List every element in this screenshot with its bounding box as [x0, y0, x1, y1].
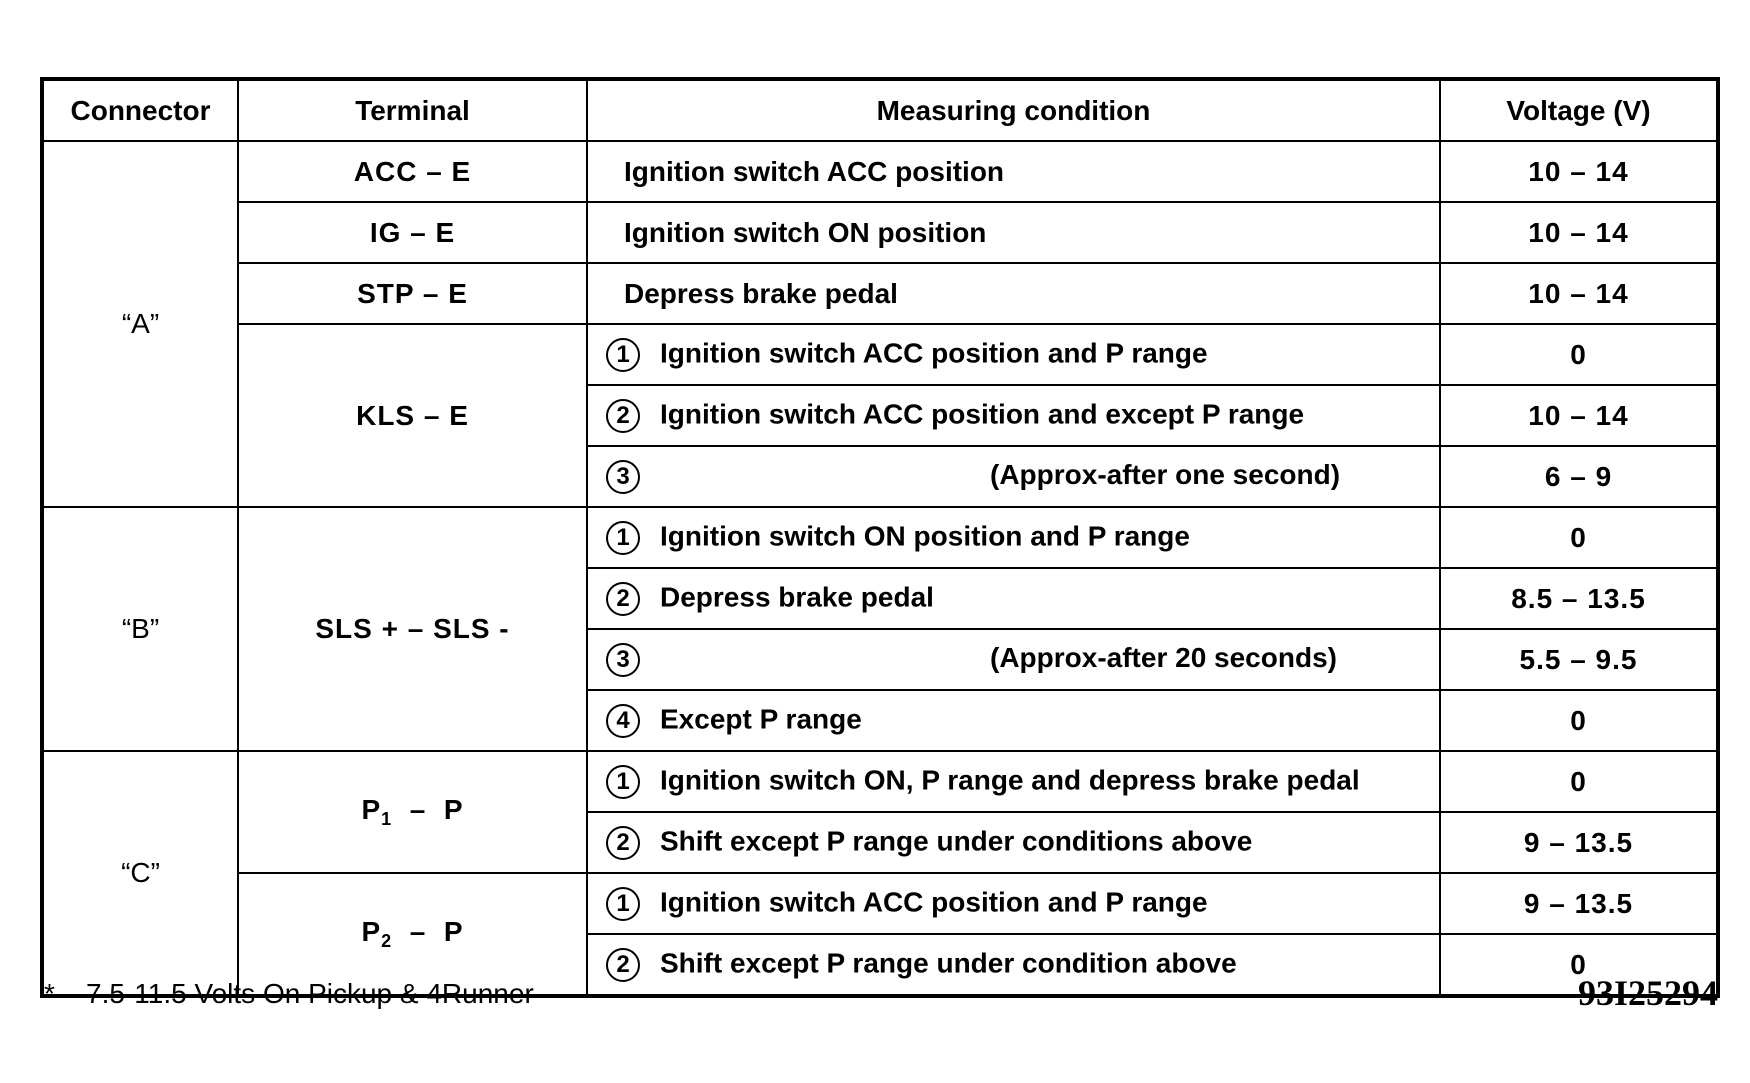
voltage-cell: 0: [1440, 751, 1718, 812]
voltage-cell: 9 – 13.5: [1440, 812, 1718, 873]
voltage-cell: 5.5 – 9.5: [1440, 629, 1718, 690]
header-row: [42, 79, 1718, 141]
terminal-p2-subscript: 2: [381, 931, 393, 951]
connector-b: “B”: [42, 507, 238, 751]
condition-cell: [587, 873, 1440, 934]
voltage-cell: 6 – 9: [1440, 446, 1718, 507]
table-row: [42, 751, 1718, 812]
condition-text: Shift except P range under conditions above: [660, 824, 1253, 856]
connector-c: “C”: [42, 751, 238, 996]
condition-cell: [587, 568, 1440, 629]
header-voltage: Voltage (V): [1440, 79, 1718, 141]
terminal-sls: SLS + – SLS -: [238, 507, 587, 751]
condition-text: (Approx-after one second): [990, 458, 1341, 490]
terminal-p2-main: P: [361, 916, 382, 947]
voltage-cell: 0: [1440, 690, 1718, 751]
table-row: [42, 324, 1718, 385]
terminal-p1: [238, 751, 587, 873]
condition-cell: Ignition switch ON position: [587, 202, 1440, 263]
table-row: [42, 141, 1718, 202]
condition-cell: [587, 507, 1440, 568]
step-number-marker: 2: [606, 582, 640, 616]
header-terminal: Terminal: [238, 79, 587, 141]
terminal-p1-main: P: [361, 794, 382, 825]
step-number-marker: 1: [606, 338, 640, 372]
terminal-p1-subscript: 1: [381, 809, 393, 829]
condition-cell: [587, 934, 1440, 996]
table-row: [42, 873, 1718, 934]
terminal-p2-rest: – P: [392, 916, 464, 947]
voltage-cell: 10 – 14: [1440, 202, 1718, 263]
condition-text: Ignition switch ON, P range and depress brake pedal: [660, 763, 1360, 795]
condition-text: Except P range: [660, 702, 862, 734]
condition-cell: Ignition switch ACC position: [587, 141, 1440, 202]
header-condition: Measuring condition: [587, 79, 1440, 141]
step-number-marker: 4: [606, 704, 640, 738]
voltage-cell: 10 – 14: [1440, 263, 1718, 324]
condition-cell: [587, 690, 1440, 751]
figure-id: 93I25294: [1577, 973, 1718, 1013]
step-number-marker: 1: [606, 765, 640, 799]
header-connector: Connector: [42, 79, 238, 141]
terminal-p1-rest: – P: [392, 794, 464, 825]
spec-table: [40, 77, 1720, 998]
connector-a: “A”: [42, 141, 238, 507]
condition-text: Ignition switch ACC position and P range: [660, 336, 1208, 368]
condition-cell: [587, 751, 1440, 812]
condition-text: Depress brake pedal: [660, 580, 934, 612]
footnote: * – 7.5-11.5 Volts On Pickup & 4Runner: [44, 978, 534, 1009]
voltage-cell: 9 – 13.5: [1440, 873, 1718, 934]
step-number-marker: 3: [606, 460, 640, 494]
voltage-cell: 0: [1440, 324, 1718, 385]
step-number-marker: 3: [606, 643, 640, 677]
terminal-ig: IG – E: [238, 202, 587, 263]
table-row: [42, 202, 1718, 263]
step-number-marker: 1: [606, 887, 640, 921]
condition-cell: [587, 812, 1440, 873]
table-row: [42, 507, 1718, 568]
condition-text: Shift except P range under condition above: [660, 946, 1237, 978]
voltage-cell: 10 – 14: [1440, 141, 1718, 202]
condition-cell: [587, 629, 1440, 690]
condition-text: Ignition switch ACC position and P range: [660, 885, 1208, 917]
terminal-kls: KLS – E: [238, 324, 587, 507]
condition-cell: [587, 324, 1440, 385]
step-number-marker: 2: [606, 948, 640, 982]
condition-cell: [587, 385, 1440, 446]
condition-text: Ignition switch ON position and P range: [660, 519, 1190, 551]
voltage-cell: 0: [1440, 507, 1718, 568]
condition-text: (Approx-after 20 seconds): [990, 641, 1337, 673]
table-row: [42, 263, 1718, 324]
condition-cell: [587, 446, 1440, 507]
condition-cell: Depress brake pedal: [587, 263, 1440, 324]
terminal-acc: ACC – E: [238, 141, 587, 202]
step-number-marker: 2: [606, 399, 640, 433]
terminal-stp: STP – E: [238, 263, 587, 324]
voltage-cell: 10 – 14: [1440, 385, 1718, 446]
step-number-marker: 1: [606, 521, 640, 555]
voltage-cell: 0: [1440, 934, 1718, 996]
voltage-cell: 8.5 – 13.5: [1440, 568, 1718, 629]
step-number-marker: 2: [606, 826, 640, 860]
condition-text: Ignition switch ACC position and except P range: [660, 397, 1305, 429]
